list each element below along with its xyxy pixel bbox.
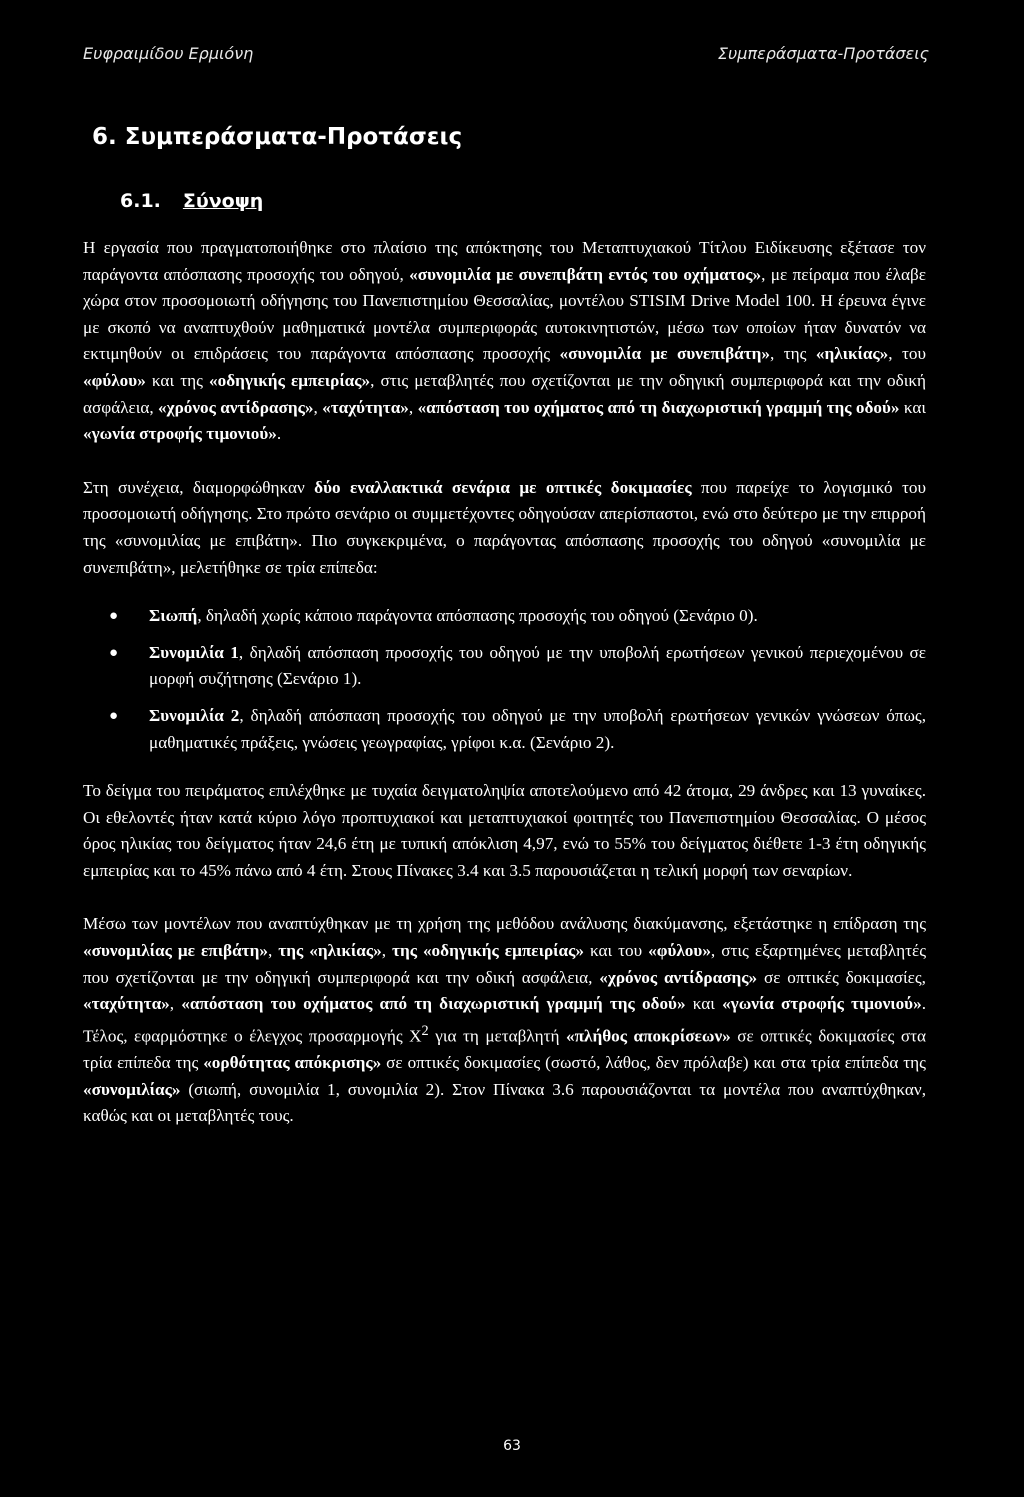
text-run: , δηλαδή χωρίς κάποιο παράγοντα απόσπασης προσοχής του οδηγού (Σενάριο 0).	[197, 606, 758, 626]
text-run: σε οπτικές δοκιμασίες (σωστό, λάθος, δεν πρόλαβε) και στα τρία επίπεδα της	[381, 1053, 926, 1073]
paragraph-4	[83, 911, 926, 1129]
bold-run: «ορθότητας απόκρισης»	[203, 1053, 382, 1073]
text-run: , με πείραμα που έλαβε χώρα στον προσομοιωτή οδήγησης του Πανεπιστημίου Θεσσαλίας, μοντέλου STISIM Drive Model 100. Η έρευνα έγινε με σκοπό να αναπτυχθούν μαθηματικά μοντέλα συμπεριφοράς αυτοκινητιστών, μέσω των οποίων ήταν δυνατόν να εκτιμηθούν οι επιδράσεις του παράγοντα απόσπασης προσοχής	[83, 264, 926, 364]
text-run: σε οπτικές δοκιμασίες στα τρία επίπεδα της	[83, 1026, 926, 1073]
bullet-icon: ●	[109, 707, 119, 724]
text-run: ,	[381, 941, 393, 961]
list-item	[83, 603, 926, 630]
text-run: ,	[313, 397, 323, 417]
text-run: , της	[770, 344, 816, 364]
text-run: σε οπτικές δοκιμασίες,	[757, 967, 926, 987]
text-run: ,	[267, 941, 279, 961]
superscript: 2	[421, 1022, 429, 1039]
bold-run: «συνομιλία με συνεπιβάτη εντός του οχήματος»	[409, 264, 762, 284]
header-chapter: Συμπεράσματα-Προτάσεις	[717, 44, 929, 63]
list-item	[83, 703, 926, 756]
text-run: , στις μεταβλητές που σχετίζονται με την οδηγική συμπεριφορά και την οδική ασφάλεια,	[83, 370, 926, 417]
text-run: ,	[408, 397, 418, 417]
section-number: 6.1.	[120, 190, 161, 212]
text-run: . Τέλος, εφαρμόστηκε ο έλεγχος προσαρμογής Χ	[83, 994, 926, 1046]
text-run: που παρείχε το λογισμικό του προσομοιωτή οδήγησης. Στο πρώτο σενάριο οι συμμετέχοντες οδηγούσαν απερίσπαστοι, ενώ στο δεύτερο με την επιρροή της «συνομιλίας με επιβάτη». Πιο συγκεκριμένα, ο παράγοντας απόσπασης προσοχής του οδηγού «συνομιλία με συνεπιβάτη», μελετήθηκε σε τρία επίπεδα:	[83, 477, 926, 577]
bold-run: «συνομιλίας με επιβάτη»	[83, 941, 268, 961]
bold-run: Σιωπή	[149, 606, 198, 626]
text-run: για τη μεταβλητή	[428, 1026, 566, 1046]
page-number: 63	[503, 1438, 521, 1454]
bullet-icon: ●	[109, 644, 119, 661]
text-run: (σιωπή, συνομιλία 1, συνομιλία 2). Στον Πίνακα 3.6 παρουσιάζονται τα μοντέλα που αναπτύχθηκαν, καθώς και οι μεταβλητές τους.	[83, 1079, 926, 1126]
list-item	[83, 640, 926, 693]
header-author: Ευφραιμίδου Ερμιόνη	[83, 44, 254, 63]
bullet-icon: ●	[109, 608, 119, 625]
bold-run: «φύλου»	[83, 370, 146, 390]
paragraph-2	[83, 475, 926, 581]
text-run: , του	[888, 344, 927, 364]
text-run: .	[276, 424, 282, 444]
bold-run: «συνομιλίας»	[83, 1079, 181, 1099]
paragraph-3: Το δείγμα του πειράματος επιλέχθηκε με τυχαία δειγματοληψία αποτελούμενο από 42 άτομα, 29 άνδρες και 13 γυναίκες. Οι εθελοντές ήταν κατά κύριο λόγο προπτυχιακοί και μεταπτυχιακοί φοιτητές του Πανεπιστημίου Θεσσαλίας. Ο μέσος όρος ηλικίας του δείγματος ήταν 24,6 έτη με τυπική απόκλιση 4,97, ενώ το 55% του δείγματος διέθετε 1-3 έτη οδηγικής εμπειρίας και το 45% πάνω από 4 έτη. Στους Πίνακες 3.4 και 3.5 παρουσιάζεται η τελική μορφή των σεναρίων.	[83, 781, 926, 880]
bold-run: «πλήθος αποκρίσεων»	[566, 1026, 731, 1046]
bold-run: της «οδηγικής εμπειρίας»	[392, 941, 584, 961]
text-run: , στις εξαρτημένες μεταβλητές που σχετίζονται με την οδηγική συμπεριφορά και την οδική ασφάλεια,	[83, 941, 927, 987]
chapter-title: 6. Συμπεράσματα-Προτάσεις	[92, 124, 463, 150]
paragraph-1	[83, 235, 926, 448]
text-run: Στη συνέχεια, διαμορφώθηκαν	[83, 477, 315, 497]
bold-run: Συνομιλία 2	[149, 705, 240, 725]
bold-run: «ταχύτητα»	[322, 397, 409, 417]
bold-run: Συνομιλία 1	[149, 642, 239, 662]
bold-run: «φύλου»	[648, 941, 711, 961]
text-run: ,	[169, 994, 182, 1014]
bold-run: «οδηγικής εμπειρίας»	[209, 370, 371, 390]
text-run: και	[685, 994, 723, 1014]
text-run: Μέσω των μοντέλων που αναπτύχθηκαν με τη χρήση της μεθόδου ανάλυσης διακύμανσης, εξετάστηκε η επίδραση της	[83, 914, 926, 934]
bold-run: «απόσταση του οχήματος από τη διαχωριστική γραμμή της οδού»	[417, 397, 900, 417]
text-run: και	[899, 397, 927, 417]
bold-run: «ταχύτητα»	[83, 994, 170, 1014]
text-run: Η εργασία που πραγματοποιήθηκε στο πλαίσιο της απόκτησης του Μεταπτυχιακού Τίτλου Ειδίκευσης εξέτασε τον παράγοντα απόσπασης προσοχής του οδηγού,	[83, 238, 926, 284]
text-run: , δηλαδή απόσπαση προσοχής του οδηγού με την υποβολή ερωτήσεων γενικού περιεχομένου σε μορφή συζήτησης (Σενάριο 1).	[149, 642, 926, 689]
text-run: και της	[145, 370, 210, 390]
bold-run: «γωνία στροφής τιμονιού»	[83, 424, 277, 444]
text-run: , δηλαδή απόσπαση προσοχής του οδηγού με την υποβολή ερωτήσεων γενικών γνώσεων όπως, μαθηματικές πράξεις, γνώσεις γεωγραφίας, γρίφοι κ.α. (Σενάριο 2).	[149, 705, 926, 752]
bold-run: «συνομιλία με συνεπιβάτη»	[559, 344, 770, 364]
bold-run: «ηλικίας»	[815, 344, 889, 364]
bold-run: «γωνία στροφής τιμονιού»	[722, 994, 922, 1014]
bold-run: δύο εναλλακτικά σενάρια με οπτικές δοκιμασίες	[314, 477, 692, 497]
section-heading	[120, 190, 263, 212]
scenario-list	[83, 603, 926, 756]
bold-run: «απόσταση του οχήματος από τη διαχωριστική γραμμή της οδού»	[181, 994, 686, 1014]
bold-run: «χρόνος αντίδρασης»	[599, 967, 758, 987]
bold-run: της «ηλικίας»	[278, 941, 382, 961]
body-text	[83, 235, 926, 1157]
text-run: και του	[583, 941, 649, 961]
bold-run: «χρόνος αντίδρασης»	[158, 397, 314, 417]
running-header	[83, 44, 929, 63]
section-title: Σύνοψη	[182, 190, 264, 212]
